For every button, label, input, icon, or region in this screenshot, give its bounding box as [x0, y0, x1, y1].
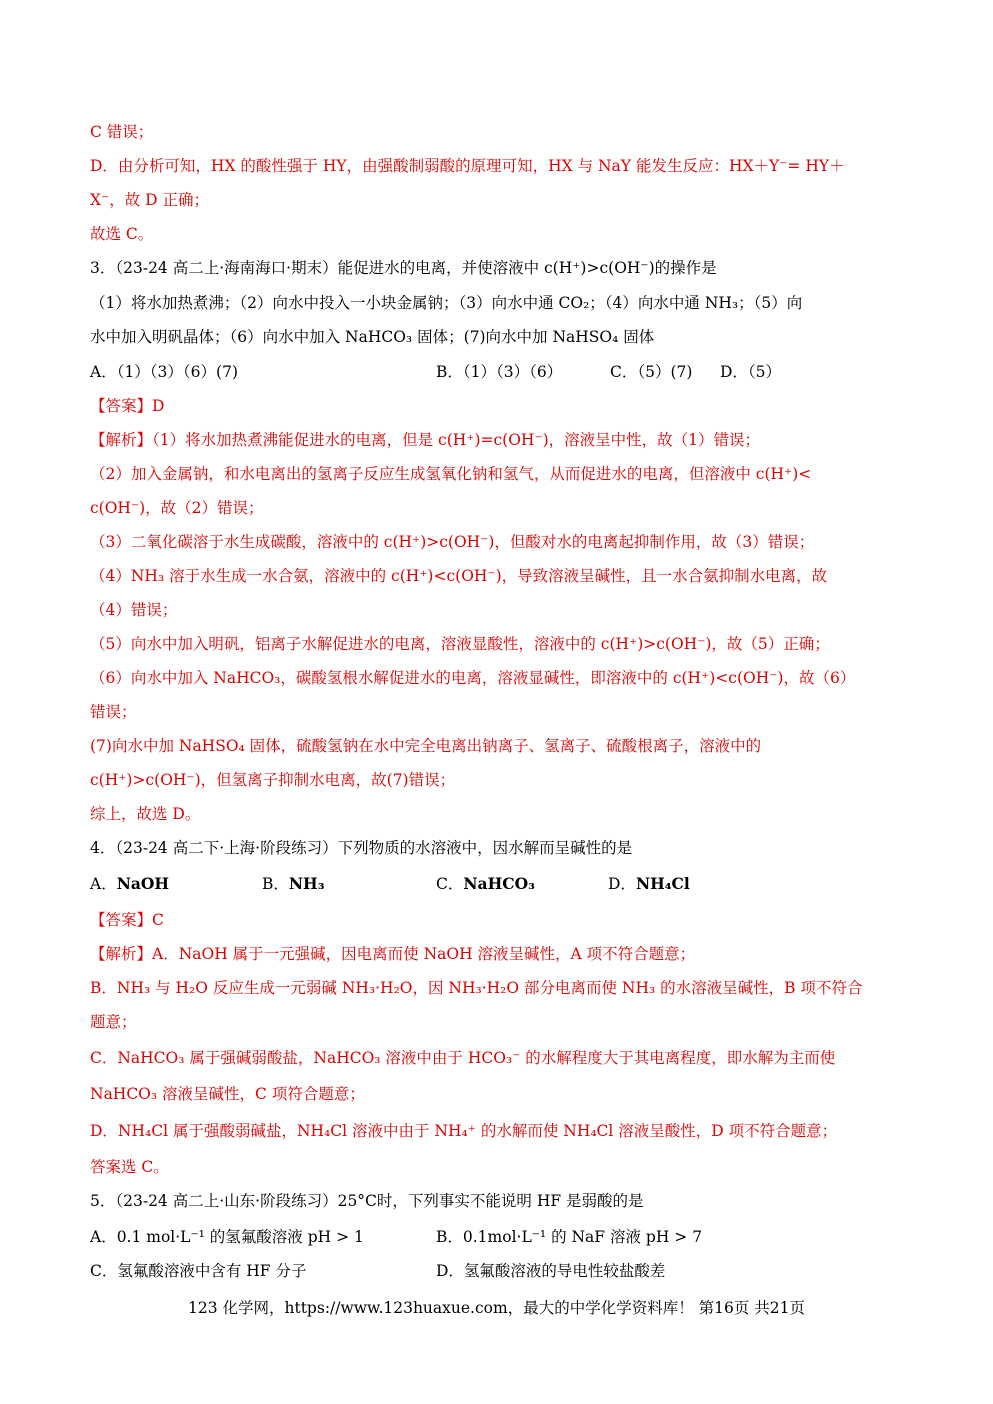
q4-analysis-line: B．NH₃ 与 H₂O 反应生成一元弱碱 NH₃·H₂O，因 NH₃·H₂O 部分电离而使 NH₃ 的水溶液呈碱性，B 项不符合 [90, 979, 863, 997]
option-letter: A． [90, 875, 117, 893]
option-formula: NH₄Cl [635, 874, 690, 893]
q3-analysis-line: 综上，故选 D。 [90, 805, 201, 823]
q4-option-c [436, 873, 535, 895]
q4-analysis-line: NaHCO₃ 溶液呈碱性，C 项符合题意； [90, 1085, 365, 1103]
q3-analysis-line: 【解析】（1）将水加热煮沸能促进水的电离，但是 c(H⁺)=c(OH⁻)，溶液呈中性，故（1）错误； [90, 431, 761, 449]
q4-option-a [90, 873, 169, 895]
q4-analysis-line: 答案选 C。 [90, 1158, 169, 1176]
prev-c-wrong: C 错误； [90, 123, 154, 141]
q3-analysis-line: 错误； [90, 703, 137, 721]
q5-option-b: B．0.1mol·L⁻¹ 的 NaF 溶液 pH > 7 [436, 1228, 703, 1246]
q3-analysis-line: （5）向水中加入明矾，铝离子水解促进水的电离，溶液显酸性，溶液中的 c(H⁺)>c(OH⁻)，故（5）正确； [90, 635, 830, 653]
option-formula: NaHCO₃ [463, 874, 535, 893]
q4-option-d [608, 873, 690, 895]
q4-stem: 4．（23-24 高二下·上海·阶段练习）下列物质的水溶液中，因水解而呈碱性的是 [90, 839, 633, 857]
q4-analysis-line: 题意； [90, 1013, 137, 1031]
q5-option-c: C．氢氟酸溶液中含有 HF 分子 [90, 1262, 307, 1280]
option-letter: C． [436, 875, 464, 893]
page-footer: 123 化学网，https://www.123huaxue.com，最大的中学化学资料库！ 第16页 共21页 [187, 1299, 805, 1317]
q3-analysis-line: c(H⁺)>c(OH⁻)，但氢离子抑制水电离，故(7)错误； [90, 771, 456, 789]
q3-option-d: D．（5） [720, 363, 782, 381]
q4-analysis-line: C．NaHCO₃ 属于强碱弱酸盐，NaHCO₃ 溶液中由于 HCO₃⁻ 的水解程度大于其电离程度，即水解为主而使 [90, 1049, 836, 1067]
q4-answer: 【答案】C [90, 911, 164, 929]
q3-analysis-line: c(OH⁻)，故（2）错误； [90, 499, 264, 517]
q3-analysis-line: (7)向水中加 NaHSO₄ 固体，硫酸氢钠在水中完全电离出钠离子、氢离子、硫酸根离子，溶液中的 [90, 737, 762, 755]
q3-option-c: C．（5）(7) [610, 363, 693, 381]
option-formula: NH₃ [288, 874, 325, 893]
q3-option-a: A．（1）（3）（6）(7) [90, 363, 238, 381]
q3-answer: 【答案】D [90, 397, 165, 415]
q4-option-b [262, 873, 325, 895]
q5-option-d: D．氢氟酸溶液的导电性较盐酸差 [436, 1262, 666, 1280]
q3-stem: 3．（23-24 高二上·海南海口·期末）能促进水的电离，并使溶液中 c(H⁺)>c(OH⁻)的操作是 [90, 259, 717, 277]
q3-option-b: B．（1）（3）（6） [436, 363, 563, 381]
q5-option-a: A．0.1 mol·L⁻¹ 的氢氟酸溶液 pH > 1 [90, 1228, 364, 1246]
q3-analysis-line: （6）向水中加入 NaHCO₃，碳酸氢根水解促进水的电离，溶液显碱性，即溶液中的 c(H⁺)<c(OH⁻)，故（6） [90, 669, 856, 687]
q3-analysis-line: （4）NH₃ 溶于水生成一水合氨，溶液中的 c(H⁺)<c(OH⁻)，导致溶液呈碱性，且一水合氨抑制水电离，故 [90, 567, 828, 585]
q3-analysis-line: （3）二氧化碳溶于水生成碳酸，溶液中的 c(H⁺)>c(OH⁻)，但酸对水的电离起抑制作用，故（3）错误； [90, 533, 815, 551]
option-letter: D． [608, 875, 636, 893]
q3-analysis-line: （4）错误； [90, 601, 178, 619]
q3-ops-line1: （1）将水加热煮沸；（2）向水中投入一小块金属钠；（3）向水中通 CO₂；（4）向水中通 NH₃；（5）向 [90, 294, 803, 312]
q5-stem: 5．（23-24 高二上·山东·阶段练习）25°C时，下列事实不能说明 HF 是弱酸的是 [90, 1192, 644, 1210]
q3-analysis-line: （2）加入金属钠，和水电离出的氢离子反应生成氢氧化钠和氢气，从而促进水的电离，但溶液中 c(H⁺)< [90, 465, 812, 483]
option-formula: NaOH [116, 874, 170, 893]
prev-conclusion: 故选 C。 [90, 225, 154, 243]
q3-ops-line2: 水中加入明矾晶体；（6）向水中加入 NaHCO₃ 固体；(7)向水中加 NaHSO₄ 固体 [90, 328, 655, 346]
prev-d-line1: D．由分析可知，HX 的酸性强于 HY，由强酸制弱酸的原理可知，HX 与 NaY 能发生反应：HX＋Y⁻= HY＋ [90, 157, 845, 175]
option-letter: B． [262, 875, 289, 893]
q4-analysis-line: D．NH₄Cl 属于强酸弱碱盐，NH₄Cl 溶液中由于 NH₄⁺ 的水解而使 NH₄Cl 溶液呈酸性，D 项不符合题意； [90, 1122, 838, 1140]
prev-d-line2: X⁻，故 D 正确； [90, 191, 209, 209]
q4-analysis-line: 【解析】A．NaOH 属于一元强碱，因电离而使 NaOH 溶液呈碱性，A 项不符合题意； [90, 945, 696, 963]
